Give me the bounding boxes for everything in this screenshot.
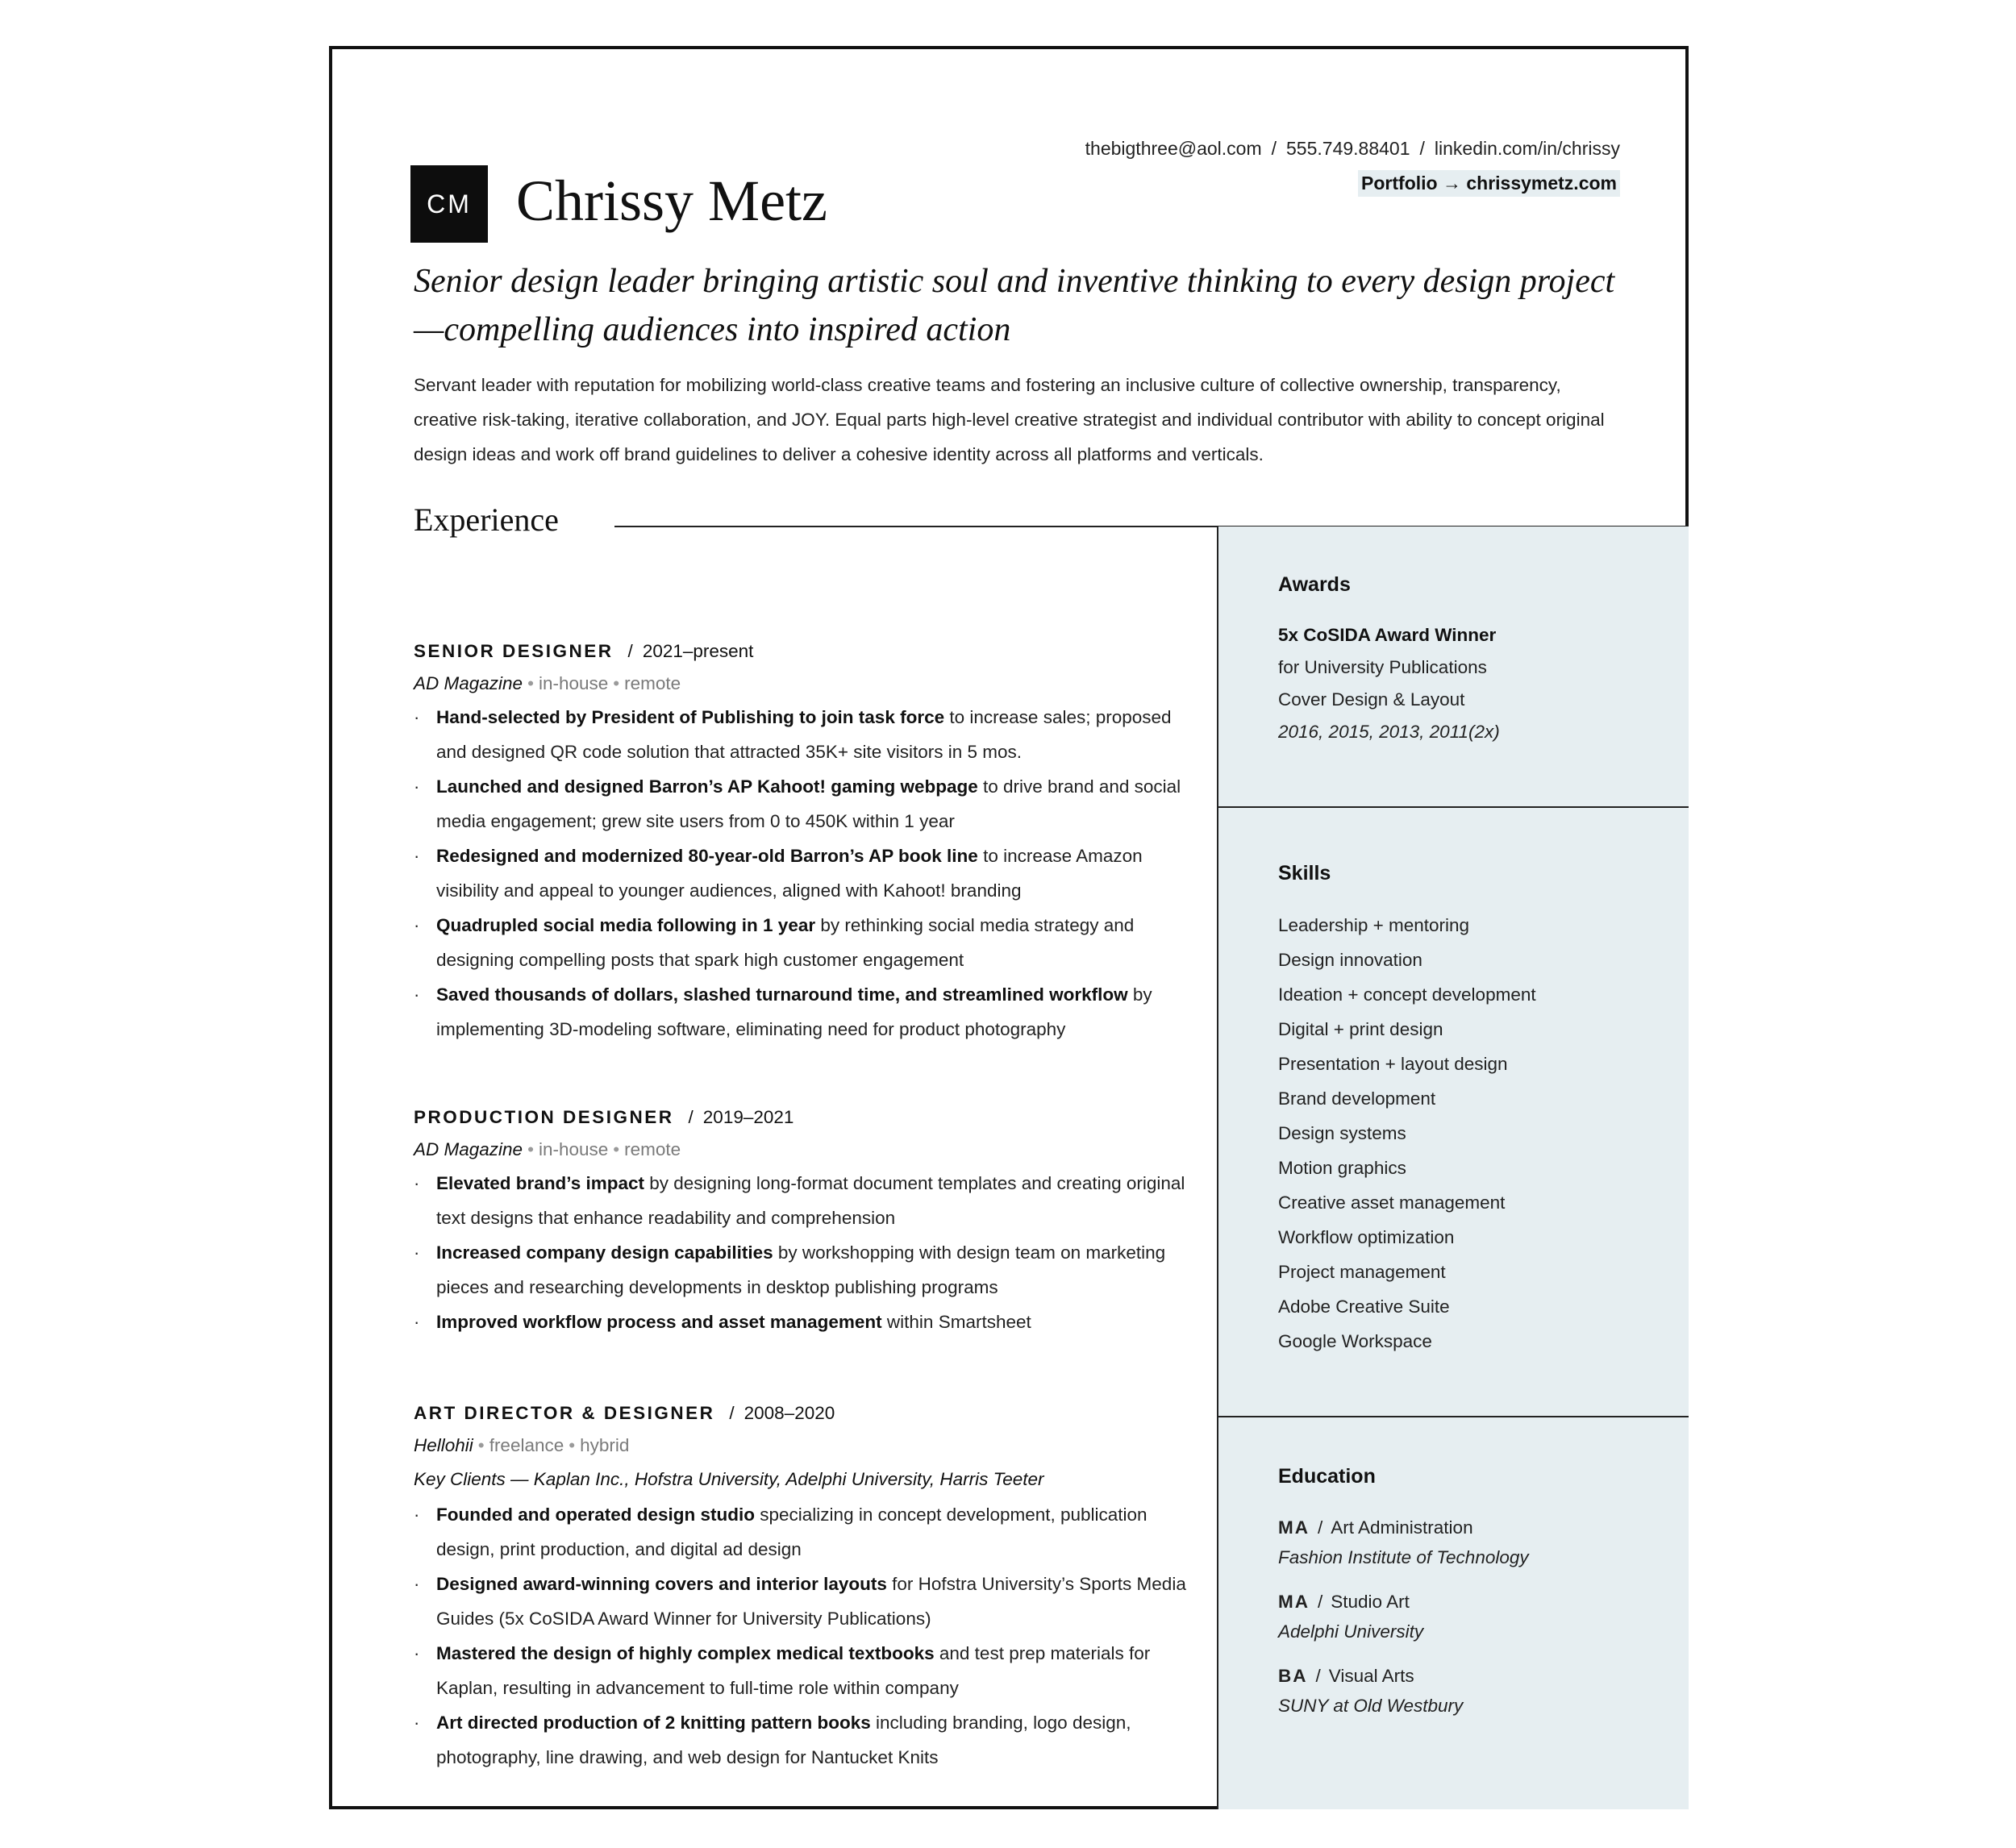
phone-number[interactable]: 555.749.88401 <box>1286 138 1410 159</box>
skill-item: Leadership + mentoring <box>1278 915 1470 935</box>
bullet-text: and test prep materials for Kaplan, resulting in advancement to full-time role within company <box>436 1643 1151 1698</box>
skill-item: Adobe Creative Suite <box>1278 1297 1450 1317</box>
bullet-bold: Hand-selected by President of Publishing to join task force <box>436 707 945 727</box>
degree-line <box>1278 1661 1529 1691</box>
bullet-item <box>414 1705 1188 1775</box>
bullet-text: to drive brand and social media engagement; grew site users from 0 to 450K within 1 year <box>436 776 1181 831</box>
bullet-bold: Increased company design capabilities <box>436 1242 773 1263</box>
degree-entry <box>1278 1587 1529 1646</box>
job-years: 2008–2020 <box>744 1403 835 1423</box>
bullet-text: within Smartsheet <box>881 1312 1031 1332</box>
slash-separator: / <box>1318 1517 1323 1538</box>
slash-separator: / <box>1315 1666 1321 1686</box>
slash-separator: / <box>688 1107 694 1127</box>
award-years: 2016, 2015, 2013, 2011(2x) <box>1278 722 1500 742</box>
bullet-bold: Launched and designed Barron’s AP Kahoot! gaming webpage <box>436 776 978 797</box>
skill-item: Design systems <box>1278 1123 1406 1143</box>
bullet-dot: · <box>414 1643 420 1663</box>
contact-separator: / <box>1419 138 1425 159</box>
bullet-bold: Redesigned and modernized 80-year-old Barron’s AP book line <box>436 846 978 866</box>
degree-field: Visual Arts <box>1328 1666 1414 1686</box>
bullet-dot: · <box>414 776 420 797</box>
work-type: freelance <box>489 1435 564 1455</box>
job-entry <box>414 1101 1188 1339</box>
bullet-item <box>414 977 1188 1047</box>
bullet-text: specializing in concept development, publication design, print production, and digital ad design <box>436 1505 1148 1559</box>
degree-abbr: MA <box>1278 1517 1310 1538</box>
skill-item: Design innovation <box>1278 950 1422 970</box>
bullet-item <box>414 1567 1188 1636</box>
contact-separator: / <box>1271 138 1277 159</box>
skills-heading: Skills <box>1278 862 1331 884</box>
job-years: 2019–2021 <box>702 1107 794 1127</box>
skill-item: Workflow optimization <box>1278 1227 1455 1247</box>
bullet-item <box>414 769 1188 839</box>
slash-separator: / <box>1318 1592 1323 1612</box>
education-heading: Education <box>1278 1465 1376 1488</box>
job-title: ART DIRECTOR & DESIGNER <box>414 1403 715 1423</box>
degree-line <box>1278 1587 1529 1617</box>
award-line: Cover Design & Layout <box>1278 689 1465 710</box>
work-location: hybrid <box>580 1435 630 1455</box>
bullet-dot: · <box>414 846 420 866</box>
slash-separator: / <box>729 1403 735 1423</box>
job-years: 2021–present <box>642 641 754 661</box>
awards-heading: Awards <box>1278 573 1351 596</box>
degree-field: Studio Art <box>1331 1592 1410 1612</box>
bullet-bold: Mastered the design of highly complex medical textbooks <box>436 1643 935 1663</box>
company-name: AD Magazine <box>414 1139 523 1159</box>
skills-list <box>1278 908 1536 1359</box>
monogram-logo: CM <box>410 165 488 243</box>
bullet-item <box>414 908 1188 977</box>
bullet-item <box>414 1636 1188 1705</box>
bullet-dot: · <box>414 707 420 727</box>
skill-item: Presentation + layout design <box>1278 1054 1508 1074</box>
bullet-dot: · <box>414 915 420 935</box>
job-header <box>414 635 1188 668</box>
bullet-text: including branding, logo design, photography, line drawing, and web design for Nantucket Knits <box>436 1713 1131 1767</box>
bullet-bold: Art directed production of 2 knitting pattern books <box>436 1713 871 1733</box>
slash-separator: / <box>627 641 633 661</box>
job-meta <box>414 1134 1188 1166</box>
candidate-name: Chrissy Metz <box>516 169 827 233</box>
bullet-dot: · <box>414 1173 420 1193</box>
job-meta <box>414 1430 1188 1462</box>
meta-dot: • <box>477 1435 485 1455</box>
work-type: in-house <box>538 673 609 693</box>
company-name: Hellohii <box>414 1435 473 1455</box>
award-line: for University Publications <box>1278 657 1487 677</box>
bullet-dot: · <box>414 1242 420 1263</box>
skill-item: Motion graphics <box>1278 1158 1406 1178</box>
work-type: in-house <box>538 1139 609 1159</box>
resume-page <box>329 46 1689 1809</box>
skill-item: Creative asset management <box>1278 1192 1506 1213</box>
bullet-bold: Saved thousands of dollars, slashed turnaround time, and streamlined workflow <box>436 984 1128 1005</box>
work-location: remote <box>624 673 681 693</box>
job-bullets <box>414 700 1188 1047</box>
email-link[interactable]: thebigthree@aol.com <box>1085 138 1262 159</box>
bullet-dot: · <box>414 1713 420 1733</box>
bullet-item <box>414 839 1188 908</box>
summary-paragraph: Servant leader with reputation for mobilizing world-class creative teams and fostering an inclusive culture of collective ownership, transparency, creative risk-taking, iterative collaboration, and JOY. Equal parts high-level creative strategist and individual contributor with ability to concept original design ideas and work off brand guidelines to deliver a cohesive identity across all platforms and verticals. <box>414 375 1605 464</box>
bullet-text: by workshopping with design team on marketing pieces and researching developments in desktop publishing programs <box>436 1242 1166 1297</box>
degree-abbr: BA <box>1278 1666 1308 1686</box>
degree-entry <box>1278 1513 1529 1572</box>
degree-entry <box>1278 1661 1529 1721</box>
bullet-bold: Elevated brand’s impact <box>436 1173 645 1193</box>
job-title: SENIOR DESIGNER <box>414 641 614 661</box>
bullet-text: by designing long-format document templates and creating original text designs that enhance readability and comprehension <box>436 1173 1185 1228</box>
skill-item: Ideation + concept development <box>1278 984 1536 1005</box>
degree-abbr: MA <box>1278 1592 1310 1612</box>
job-bullets <box>414 1166 1188 1339</box>
bullet-dot: · <box>414 1574 420 1594</box>
bullet-dot: · <box>414 1505 420 1525</box>
bullet-dot: · <box>414 1312 420 1332</box>
bullet-dot: · <box>414 984 420 1005</box>
degree-school: SUNY at Old Westbury <box>1278 1696 1464 1716</box>
skill-item: Project management <box>1278 1262 1446 1282</box>
meta-dot: • <box>569 1435 576 1455</box>
company-name: AD Magazine <box>414 673 523 693</box>
degree-line <box>1278 1513 1529 1542</box>
bullet-text: by implementing 3D-modeling software, eliminating need for product photography <box>436 984 1152 1039</box>
meta-dot: • <box>613 673 620 693</box>
bullet-bold: Quadrupled social media following in 1 year <box>436 915 816 935</box>
sidebar-divider <box>1218 806 1689 808</box>
bullet-item <box>414 1166 1188 1235</box>
bullet-item <box>414 1235 1188 1305</box>
job-header <box>414 1397 1188 1430</box>
skill-item: Digital + print design <box>1278 1019 1443 1039</box>
portfolio-link[interactable]: Portfolio → chrissymetz.com <box>1358 170 1620 197</box>
experience-heading: Experience <box>414 502 559 538</box>
skills-section <box>1278 862 1536 1359</box>
education-section <box>1278 1465 1529 1721</box>
job-bullets <box>414 1497 1188 1775</box>
bullet-text: to increase sales; proposed and designed QR code solution that attracted 35K+ site visitors in 5 mos. <box>436 707 1172 762</box>
bullet-text: for Hofstra University’s Sports Media Guides (5x CoSIDA Award Winner for University Publications) <box>436 1574 1186 1629</box>
meta-dot: • <box>527 673 534 693</box>
bullet-item <box>414 1305 1188 1339</box>
award-title: 5x CoSIDA Award Winner <box>1278 625 1497 645</box>
meta-dot: • <box>613 1139 620 1159</box>
sidebar-divider <box>1218 1416 1689 1417</box>
bullet-item <box>414 700 1188 769</box>
job-entry <box>414 635 1188 1047</box>
sidebar <box>1217 527 1689 1809</box>
bullet-text: to increase Amazon visibility and appeal to younger audiences, aligned with Kahoot! branding <box>436 846 1143 901</box>
degree-field: Art Administration <box>1331 1517 1473 1538</box>
meta-dot: • <box>527 1139 534 1159</box>
degree-school: Fashion Institute of Technology <box>1278 1547 1529 1567</box>
degree-school: Adelphi University <box>1278 1621 1424 1642</box>
bullet-item <box>414 1497 1188 1567</box>
job-title: PRODUCTION DESIGNER <box>414 1107 674 1127</box>
bullet-text: by rethinking social media strategy and designing compelling posts that spark high customer engagement <box>436 915 1135 970</box>
tagline: Senior design leader bringing artistic soul and inventive thinking to every design project—compelling audiences into inspired action <box>414 263 1615 348</box>
contact-line <box>1085 138 1620 160</box>
job-header <box>414 1101 1188 1134</box>
job-entry <box>414 1397 1188 1775</box>
work-location: remote <box>624 1139 681 1159</box>
skill-item: Google Workspace <box>1278 1331 1432 1351</box>
linkedin-link[interactable]: linkedin.com/in/chrissy <box>1434 138 1620 159</box>
job-meta <box>414 668 1188 700</box>
bullet-bold: Founded and operated design studio <box>436 1505 756 1525</box>
bullet-bold: Designed award-winning covers and interior layouts <box>436 1574 887 1594</box>
key-clients: Key Clients — Kaplan Inc., Hofstra University, Adelphi University, Harris Teeter <box>414 1469 1044 1489</box>
skill-item: Brand development <box>1278 1088 1436 1109</box>
awards-section <box>1278 573 1500 748</box>
bullet-bold: Improved workflow process and asset management <box>436 1312 882 1332</box>
